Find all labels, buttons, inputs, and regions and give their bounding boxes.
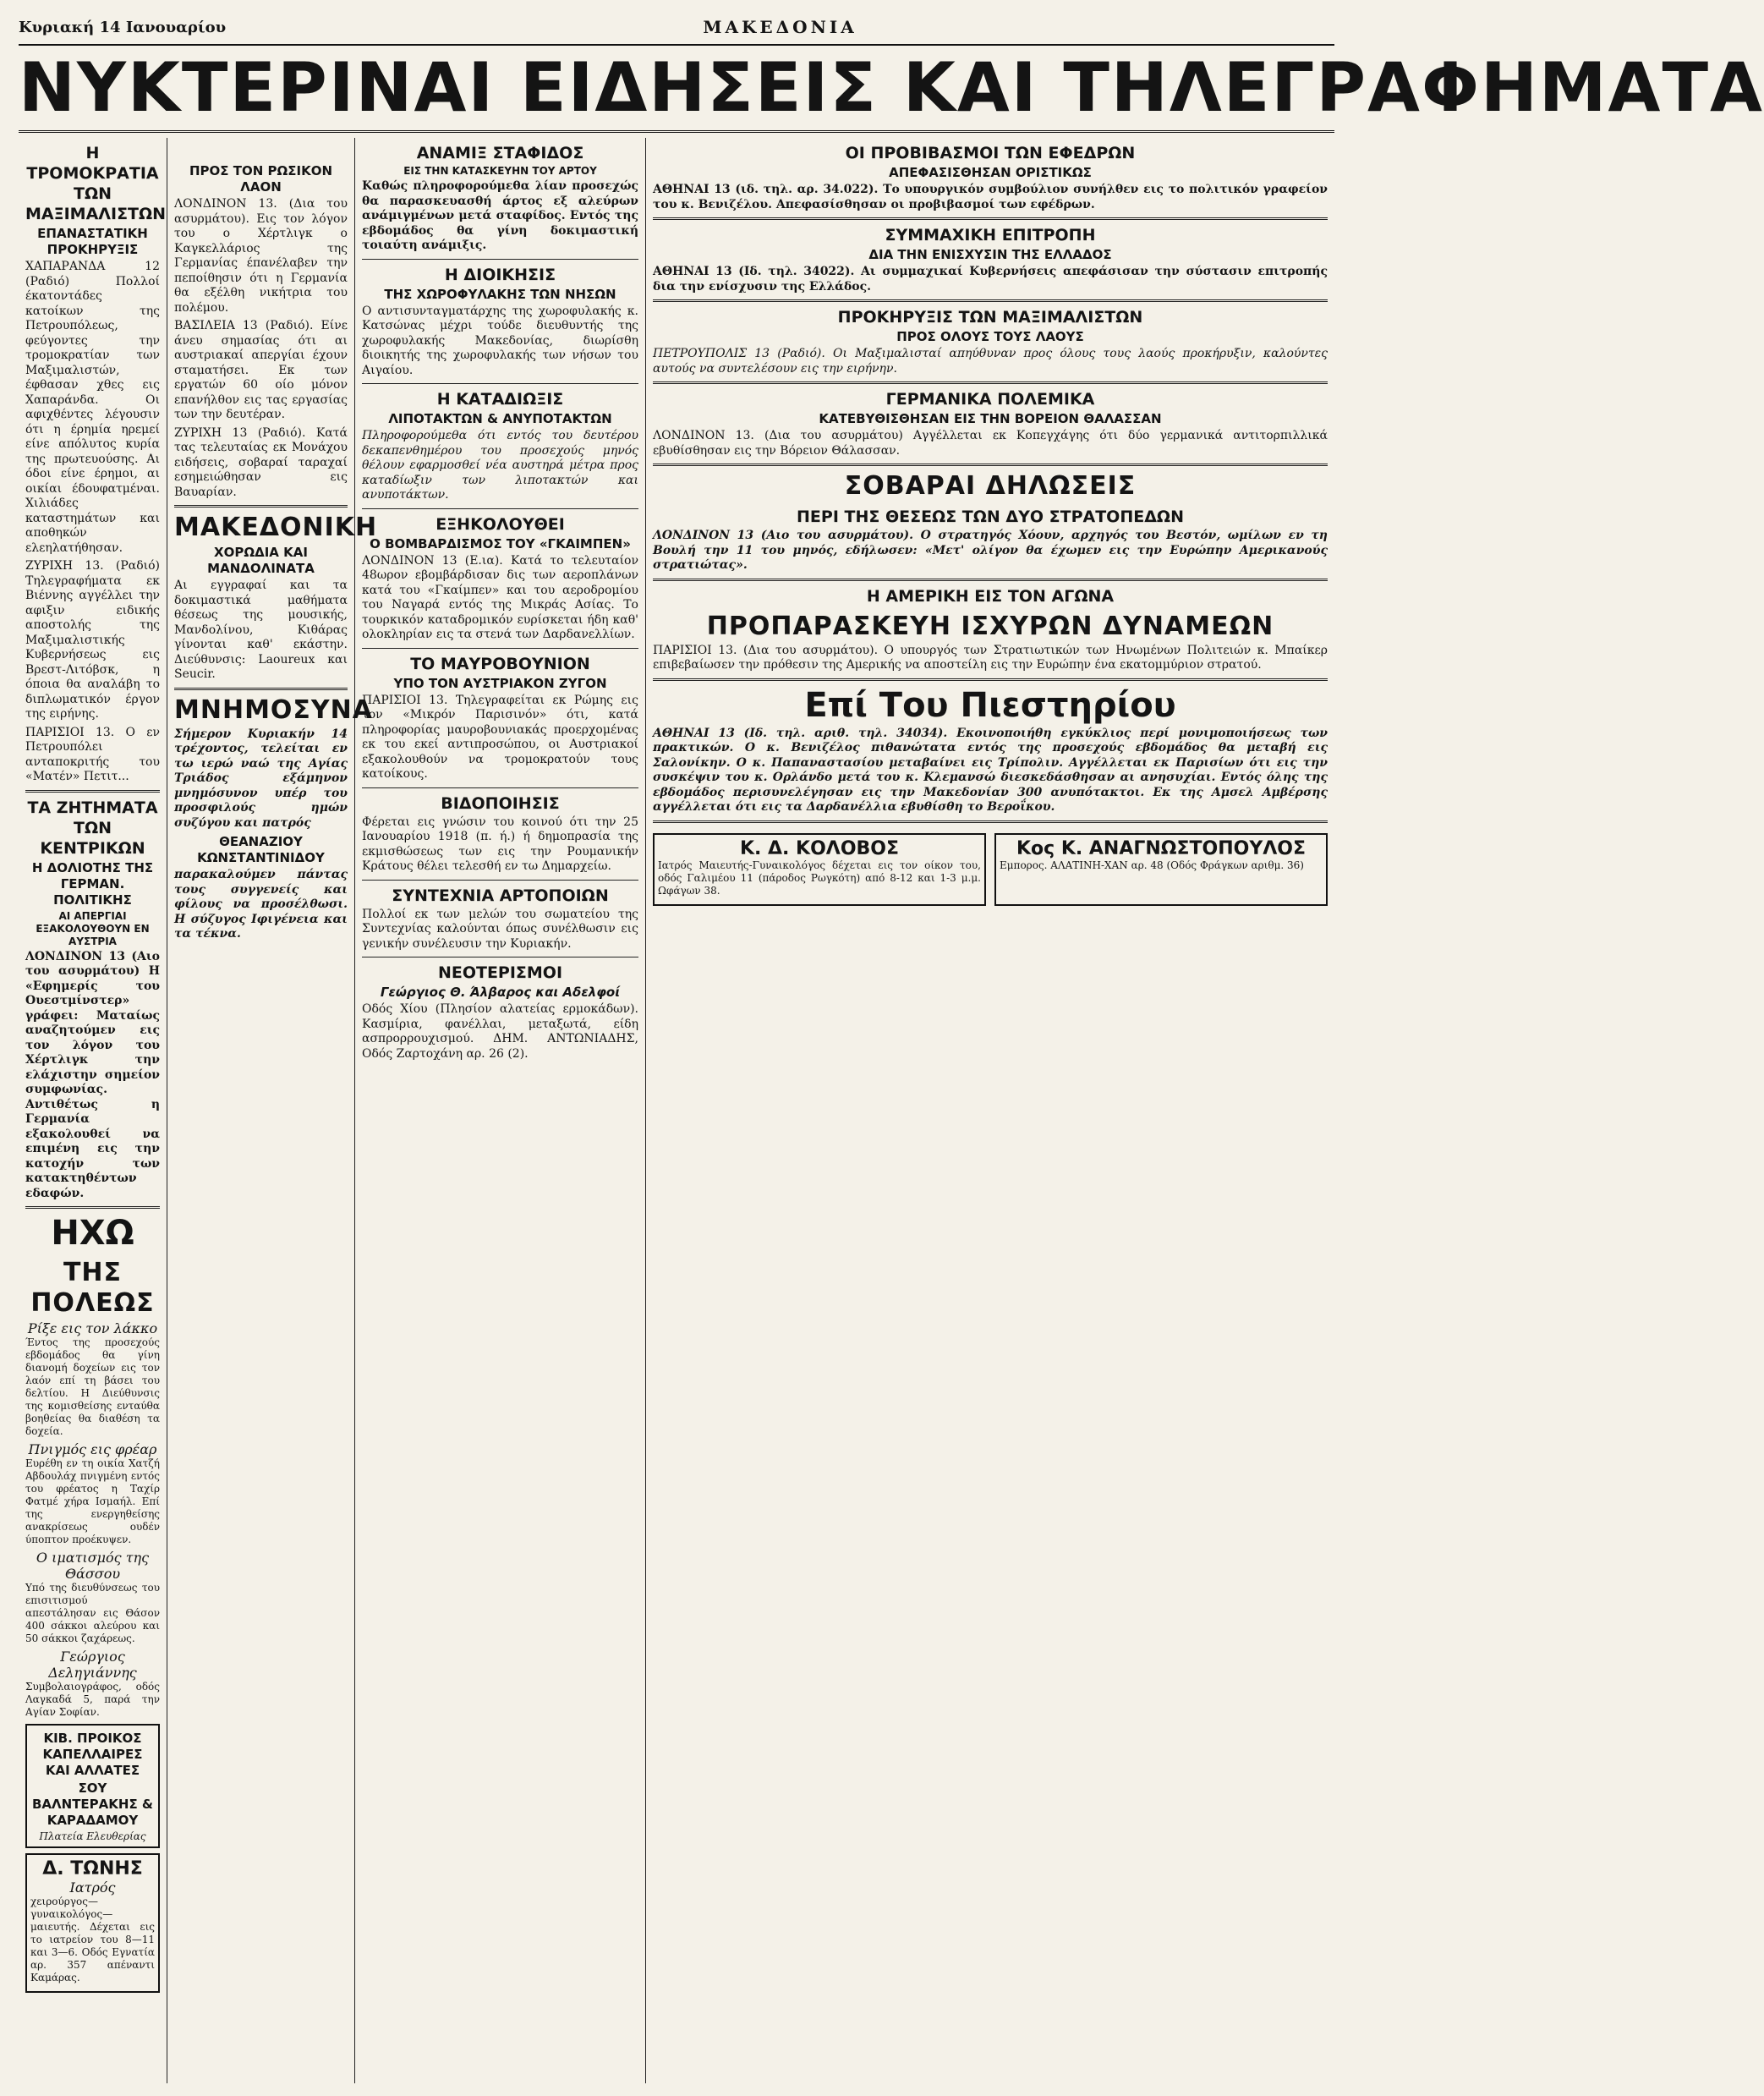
article-title: Η ΑΜΕΡΙΚΗ ΕΙΣ ΤΟΝ ΑΓΩΝΑ bbox=[866, 586, 1115, 606]
section-subtitle: ΧΟΡΩΔΙΑ ΚΑΙ ΜΑΝΔΟΛΙΝΑΤΑ bbox=[207, 545, 315, 576]
article-subtitle: Ο ΒΟΜΒΑΡΔΙΣΜΟΣ ΤΟΥ «ΓΚΑΙΜΠΕΝ» bbox=[370, 535, 631, 551]
section-title: ΤΑ ΖΗΤΗΜΑΤΑ ΤΩΝ ΚΕΝΤΡΙΚΩΝ bbox=[27, 798, 158, 858]
article-subtitle: ΔΙΑ ΤΗΝ ΕΝΙΣΧΥΣΙΝ ΤΗΣ ΕΛΛΑΔΟΣ bbox=[868, 247, 1112, 262]
article-text: ΛΟΝΔΙΝΟΝ 13 (Ε.ια). Κατά το τελευταίον 48ωρον εβομβάρδισαν δις των αεροπλάνων κατά του «Γκαίμπεν» και του αεροδρομίου του Ναγαρά εντός της Μικράς Ασίας. Το τουρκικόν καταδρομικόν ευρίσκεται ήδη καθ' ολοκληρίαν εις τα στενά των Δαρδανελλίων. bbox=[362, 553, 638, 641]
article-subtitle: ΕΠΑΝΑΣΤΑΤΙΚΗ ΠΡΟΚΗΡΥΞΙΣ bbox=[37, 226, 148, 257]
ad-title: ΚΙΒ. ΠΡΟΙΚΟΣ ΚΑΠΕΛΛΑΙΡΕΣ ΚΑΙ ΑΛΛΑΤΕΣ bbox=[42, 1731, 143, 1778]
article-title: ΝΕΟΤΕΡΙΣΜΟΙ bbox=[437, 963, 563, 982]
ad-name: Κ. Δ. ΚΟΛΟΒΟΣ bbox=[739, 837, 900, 859]
article-subtitle: ΥΠΟ ΤΟΝ ΑΥΣΤΡΙΑΚΟΝ ΖΥΓΟΝ bbox=[393, 675, 607, 691]
article-text: ΑΘΗΝΑΙ 13 (Ιδ. τηλ. 34022). Αι συμμαχικαί Κυβερνήσεις απεφάσισαν την σύστασιν επιτροπής δια την ενίσχυσιν της Ελλάδος. bbox=[653, 265, 1328, 294]
article-subtitle: ΤΗΣ ΧΩΡΟΦΥΛΑΚΗΣ ΤΩΝ ΝΗΣΩΝ bbox=[384, 286, 616, 302]
advertisement bbox=[25, 1724, 160, 1848]
article-title: ΣΟΒΑΡΑΙ ΔΗΛΩΣΕΙΣ bbox=[844, 471, 1137, 501]
ad-subtitle: ΣΟΥ ΒΑΛΝΤΕΡΑΚΗΣ & ΚΑΡΑΔΑΜΟΥ bbox=[31, 1781, 153, 1828]
article-title: Η ΔΙΟΙΚΗΣΙΣ bbox=[444, 265, 556, 284]
masthead bbox=[19, 10, 1334, 46]
article-text: Οδός Χίου (Πλησίον αλατείας ερμοκάδων). Κασμίρια, φανέλλαι, μεταξωτά, είδη ασπρορρουχισμού. ΔΗΜ. ΑΝΤΩΝΙΑΔΗΣ, Οδός Ζαρτοχάνη αρ. 26 (2). bbox=[362, 1002, 638, 1061]
article-text: ΑΘΗΝΑΙ 13 (Ιδ. τηλ. αριθ. τηλ. 34034). Εκοινοποιήθη εγκύκλιος περί μονιμοποιήσεως των πρακτικών. Ο κ. Βενιζέλος πιθανώτατα εντός της προσεχούς εβδομάδος θα μεταβή εις Σαλονίκην. Ο κ. Παπαναστασίου μεταβαίνει εις Τρίπολιν. Αγγέλλεται εκ Παρισίων ότι εις την συσκέψιν του κ. Ορλάνδο μετά του κ. Κλεμανσώ διεσκεδάσθησαν αι ανησυχίαι. Εντός όλης της εβδομάδος περισυνελέγησαν εις την Μακεδονίαν 300 ανυπότακτοι. Εκ της Αμσελ Αμβέρσης αγγέλλεται ότι εις τα Δαρδανέλλια εβυθίσθη το Βεροΐκου. bbox=[653, 726, 1328, 814]
article-subtitle: ΑΠΕΦΑΣΙΣΘΗΣΑΝ ΟΡΙΣΤΙΚΩΣ bbox=[889, 165, 1092, 180]
echo-text: Υπό της διευθύνσεως του επισιτισμού απεστάλησαν εις Θάσον 400 σάκκοι αλεύρου και 50 σάκκοι ζαχάρεως. bbox=[25, 1582, 160, 1644]
article-title: ΤΟ ΜΑΥΡΟΒΟΥΝΙΟΝ bbox=[410, 654, 590, 673]
article-title: ΠΡΟΚΗΡΥΞΙΣ ΤΩΝ ΜΑΞΙΜΑΛΙΣΤΩΝ bbox=[837, 308, 1143, 326]
article-title: ΒΙΔΟΠΟΙΗΣΙΣ bbox=[441, 793, 560, 813]
section-title: ΜΑΚΕΔΟΝΙΚΗ bbox=[174, 513, 378, 542]
section-subtitle: Η ΔΟΛΙΟΤΗΣ ΤΗΣ ΓΕΡΜΑΝ. ΠΟΛΙΤΙΚΗΣ bbox=[31, 859, 154, 908]
article-text: ΖΥΡΙΧΗ 13. (Ραδιό) Τηλεγραφήματα εκ Βιέννης αγγέλλει την αφιξιν ειδικής αποστολής της Μαξιμαλιστικής Κυβερνήσεως εις Βρεστ-Λιτόβσκ, η όποια θα αναλάβη το διπλωματικόν έργον της ειρήνης. bbox=[25, 559, 160, 721]
article-title: Η ΚΑΤΑΔΙΩΞΙΣ bbox=[436, 390, 564, 409]
section-title: ΜΝΗΜΟΣΥΝΑ bbox=[174, 694, 373, 725]
article-text: ΠΕΤΡΟΥΠΟΛΙΣ 13 (Ραδιό). Οι Μαξιμαλισταί απηύθυναν προς όλους τους λαούς προκήρυξιν, καλούντες αυτούς να συντελέσουν εις την ειρήνην. bbox=[653, 347, 1328, 376]
echo-heading: Πνιγμός εις φρέαρ bbox=[28, 1441, 157, 1457]
article-text: Πολλοί εκ των μελών του σωματείου της Συντεχνίας καλούνται όπως συνέλθωσιν εις γενικήν συνέλευσιν την Κυριακήν. bbox=[362, 907, 638, 951]
article-subtitle: ΕΙΣ ΤΗΝ ΚΑΤΑΣΚΕΥΗΝ ΤΟΥ ΑΡΤΟΥ bbox=[403, 165, 597, 177]
echo-heading: Γεώργιος Δεληγιάννης bbox=[48, 1649, 137, 1681]
article-title: ΕΞΗΚΟΛΟΥΘΕΙ bbox=[436, 514, 565, 534]
advertisement bbox=[994, 833, 1328, 906]
article-text: Αι εγγραφαί και τα δοκιμαστικά μαθήματα θέσεως της μουσικής, Μανδολίνου, Κιθάρας γίνονται καθ' εκάστην. Διεύθυνσις: Laoureux και Seucir. bbox=[174, 579, 348, 681]
paper-name: ΜΑΚΕΔΟΝΙΑ bbox=[703, 17, 857, 37]
echo-title: ΗΧΩ bbox=[51, 1214, 134, 1253]
article-text: ΑΘΗΝΑΙ 13 (ιδ. τηλ. αρ. 34.022). Το υπουργικόν συμβούλιον συνήλθεν εις το πολιτικόν γραφείον του κ. Βενιζέλου. Απεφασίσθησαν οι προβιβασμοί των εφέδρων. bbox=[653, 183, 1328, 211]
article-subtitle: ΠΡΟΠΑΡΑΣΚΕΥΗ ΙΣΧΥΡΩΝ ΔΥΝΑΜΕΩΝ bbox=[706, 611, 1274, 641]
article-title: ΓΕΡΜΑΝΙΚΑ ΠΟΛΕΜΙΚΑ bbox=[885, 390, 1095, 409]
article-subtitle: ΛΙΠΟΤΑΚΤΩΝ & ΑΝΥΠΟΤΑΚΤΩΝ bbox=[388, 411, 612, 426]
article-text: ΛΟΝΔΙΝΟΝ 13 (Αιο του ασυρμάτου) Η «Εφημερίς του Ουεστμίνστερ» γράφει: Ματαίως αναζητούμεν εις τον λόγον του Χέρτλιγκ την ελάχιστην σημείον συμφωνίας. Αντιθέτως η Γερμανία εξακολουθεί να επιμένη εις την κατοχήν των κατακτηθέντων εδαφών. bbox=[25, 949, 160, 1200]
article-text: ΒΑΣΙΛΕΙΑ 13 (Ραδιό). Είνε άνευ σημασίας ότι αι αυστριακαί απεργίαι έχουν σταματήσει. Εκ των εργατών 60 οίο μόνον επανήλθον εις τας εργασίας των την δευτέραν. bbox=[174, 319, 348, 421]
column-2 bbox=[167, 138, 378, 2083]
ad-name: Κος Κ. ΑΝΑΓΝΩΣΤΟΠΟΥΛΟΣ bbox=[1016, 837, 1307, 859]
column-1 bbox=[19, 138, 167, 2083]
article-title: Η ΤΡΟΜΟΚΡΑΤΙΑ ΤΩΝ ΜΑΞΙΜΑΛΙΣΤΩΝ bbox=[25, 144, 167, 223]
echo-text: Έντος της προσεχούς εβδομάδος θα γίνη διανομή δοχείων εις τον λαόν επί τη βάσει του δελτίου. Η Διεύθυνσις της κομισθείσης ενταύθα βοηθείας θα διαθέση τα δοχεία. bbox=[25, 1336, 160, 1437]
article-text: Φέρεται εις γνώσιν του κοινού ότι την 25 Ιανουαρίου 1918 (π. ή.) ή δημοπρασία της εκμισθώσεως των εις την Ρουμανικήν Κράτους θέλει τελεσθή εν τω Δημαρχείω. bbox=[362, 815, 638, 873]
advertisements bbox=[653, 828, 1328, 911]
article-text: Σήμερον Κυριακήν 14 τρέχοντος, τελείται εν τω ιερώ ναώ της Αγίας Τριάδος εξάμηνον μνημόσυνον υπέρ του προσφιλούς ημών συζύγου και πατρός bbox=[174, 727, 348, 830]
article-text: Ο αντισυνταγματάρχης της χωροφυλακής κ. Κατσώνας μέχρι τούδε διευθυντής της χωροφυλακής Μακεδονίας, διωρίσθη διοικητής της χωροφυλακής των νήσων του Αιγαίου. bbox=[362, 304, 638, 377]
article-text: ΧΑΠΑΡΑΝΔΑ 12 (Ραδιό) Πολλοί έκατοντάδες κατοίκων της Πετρουπόλεως, φεύγοντες την τρομοκρατίαν των Μαξιμαλιστών, έφθασαν χθες εις Χαπαράνδα. Οι αφιχθέντες λέγουσιν ότι η έρημία ηρεμεί είνε απόλυτος κυρία της πρωτευούσης. Αι όδοι είνε έρημοι, αι οικίαι έδουφατμέναι. Χιλιάδες καταστημάτων και αποθηκών ελεηλατήθησαν. bbox=[25, 260, 160, 555]
article-title: ΣΥΝΤΕΧΝΙΑ ΑΡΤΟΠΟΙΩΝ bbox=[392, 886, 609, 905]
article-subtitle: ΠΕΡΙ ΤΗΣ ΘΕΣΕΩΣ ΤΩΝ ΔΥΟ ΣΤΡΑΤΟΠΕΔΩΝ bbox=[797, 508, 1184, 526]
echo-subtitle: ΤΗΣ ΠΟΛΕΩΣ bbox=[30, 1258, 155, 1318]
main-headline: ΝΥΚΤΕΡΙΝΑΙ ΕΙΔΗΣΕΙΣ ΚΑΙ ΤΗΛΕΓΡΑΦΗΜΑΤΑ bbox=[19, 46, 1334, 133]
section-subtitle: ΑΙ ΑΠΕΡΓΙΑΙ ΕΞΑΚΟΛΟΥΘΟΥΝ ΕΝ ΑΥΣΤΡΙΑ bbox=[36, 909, 150, 947]
ad-text: Ιατρός Μαιευτής-Γυναικολόγος δέχεται εις τον οίκον του, οδός Γαλιμέου 11 (πάροδος Ρωγκότη) από 8-12 και 1-3 μ.μ. Ωφάγων 38. bbox=[658, 859, 981, 897]
article-text: ΛΟΝΔΙΝΟΝ 13 (Αιο του ασυρμάτου). Ο στρατηγός Χόουν, αρχηγός του Βεστόν, ωμίλων εν τη Βουλή την 11 του μηνός, εδήλωσεν: «Μετ' ολίγον θα έχωμεν εις την Ευρώπην Αμερικανούς στρατιώτας». bbox=[653, 529, 1328, 572]
ad-text: Εμπορος. ΑΛΑΤΙΝΗ-ΧΑΝ αρ. 48 (Οδός Φράγκων αριθμ. 36) bbox=[1000, 859, 1304, 871]
echo-heading: Ρίξε εις τον λάκκο bbox=[27, 1320, 158, 1336]
article-text: Πληροφορούμεθα ότι εντός του δευτέρου δεκαπενθημέρου του προσεχούς μηνός θέλουν εφαρμοσθεί νέα αυστηρά μέτρα προς καταδίωξιν των λιποτακτών και ανυποτάκτων. bbox=[362, 429, 638, 502]
issue-date: Κυριακή 14 Ιανουαρίου bbox=[19, 18, 227, 36]
advertisement bbox=[653, 833, 986, 906]
column-4 bbox=[646, 138, 1334, 2083]
article-subtitle: ΚΑΤΕΒΥΘΙΣΘΗΣΑΝ ΕΙΣ ΤΗΝ ΒΟΡΕΙΟΝ ΘΑΛΑΣΣΑΝ bbox=[819, 411, 1162, 426]
article-text: ΠΑΡΙΣΙΟΙ 13. (Δια του ασυρμάτου). Ο υπουργός των Στρατιωτικών των Ηνωμένων Πολιτειών κ. Μπαίκερ επιβεβαίωσεν την πρόθεσιν της Αμερικής να αποστείλη εις την Ευρώπην ένα εκατομμύριον στρατού. bbox=[653, 643, 1328, 672]
column-3 bbox=[355, 138, 646, 2083]
ad-role: Ιατρός bbox=[69, 1879, 116, 1896]
article-title: ΟΙ ΠΡΟΒΙΒΑΣΜΟΙ ΤΩΝ ΕΦΕΔΡΩΝ bbox=[845, 144, 1136, 162]
article-text: παρακαλούμεν πάντας τους συγγενείς και φίλους να προσέλθωσι. Η σύζυγος Ιφιγένεια και τα τέκνα. bbox=[174, 868, 348, 941]
columns bbox=[19, 138, 1334, 2083]
echo-text: Συμβολαιογράφος, οδός Λαγκαδά 5, παρά την Αγίαν Σοφίαν. bbox=[25, 1681, 160, 1718]
article-subtitle: ΠΡΟΣ ΟΛΟΥΣ ΤΟΥΣ ΛΑΟΥΣ bbox=[896, 329, 1084, 344]
article-subtitle: Γεώργιος Θ. Άλβαρος και Αδελφοί bbox=[380, 985, 621, 1000]
echo-text: Ευρέθη εν τη οικία Χατζή Αβδουλάχ πνιγμένη εντός του φρέατος η Ταχίρ Φατμέ χήρα Ισμαήλ. Επί της ενεργηθείσης ανακρίσεως ουδέν ύποπτον προέκυψεν. bbox=[25, 1457, 160, 1545]
article-title: ΣΥΜΜΑΧΙΚΗ ΕΠΙΤΡΟΠΗ bbox=[885, 226, 1096, 244]
ad-text: χειρούργος—γυναικολόγος—μαιευτής. Δέχεται εις το ιατρείον του 8—11 και 3—6. Οδός Εγνατία αρ. 357 απέναντι Καμάρας. bbox=[30, 1896, 155, 1984]
article-text: ΛΟΝΔΙΝΟΝ 13. (Δια του ασυρμάτου) Αγγέλλεται εκ Κοπεγχάγης ότι δύο γερμανικά αντιτορπιλλικά εβυθίσθησαν εις την Βόρειον Θάλασσαν. bbox=[653, 429, 1328, 458]
article-text: ΠΑΡΙΣΙΟΙ 13. Τηλεγραφείται εκ Ρώμης εις τον «Μικρόν Παρισινόν» ότι, κατά πληροφορίας μαυροβουνιακάς προερχομένας εκ του εκεί αντιπροσώπου, οι Αυστριακοί εξακολουθούν να τρομοκρατούν τους κατοίκους. bbox=[362, 693, 638, 781]
advertisement bbox=[25, 1853, 160, 1993]
person-name: ΘΕΑΝΑΖΙΟΥ ΚΩΝΣΤΑΝΤΙΝΙΔΟΥ bbox=[197, 834, 325, 865]
ad-name: Δ. ΤΩΝΗΣ bbox=[42, 1858, 143, 1879]
echo-heading: Ο ιματισμός της Θάσσου bbox=[36, 1550, 150, 1582]
article-text: Καθώς πληροφορούμεθα λίαν προσεχώς θα παρασκευασθή άρτος εξ αλεύρων ανάμιγμένων μετά σταφίδος. Εντός της εβδομάδος θα γίνη δοκιμαστική τοιαύτη ανάμιξις. bbox=[362, 179, 638, 252]
article-title: ΑΝΑΜΙΞ ΣΤΑΦΙΔΟΣ bbox=[416, 144, 584, 162]
article-text: ΖΥΡΙΧΗ 13 (Ραδιό). Κατά τας τελευταίας εκ Μονάχου ειδήσεις, σοβαραί ταραχαί εσημειώθησαν εις Βαυαρίαν. bbox=[174, 425, 348, 499]
ad-address: Πλατεία Ελευθερίας bbox=[39, 1830, 146, 1842]
article-text: ΛΟΝΔΙΝΟΝ 13. (Δια του ασυρμάτου). Εις τον λόγον του ο Χέρτλιγκ ο Καγκελλάριος της Γερμανίας έπανέλαβεν την πεποίθησιν ότι η Γερμανία θα εξέλθη νικήτρια του πολέμου. bbox=[174, 197, 348, 315]
article-subtitle: ΠΡΟΣ ΤΟΝ ΡΩΣΙΚΟΝ ΛΑΟΝ bbox=[189, 163, 333, 195]
article-text: ΠΑΡΙΣΙΟΙ 13. Ο εν Πετρουπόλει ανταποκριτής του «Ματέν» Πετιτ... bbox=[25, 725, 160, 783]
article-title: Επί Του Πιεστηρίου bbox=[804, 685, 1176, 725]
